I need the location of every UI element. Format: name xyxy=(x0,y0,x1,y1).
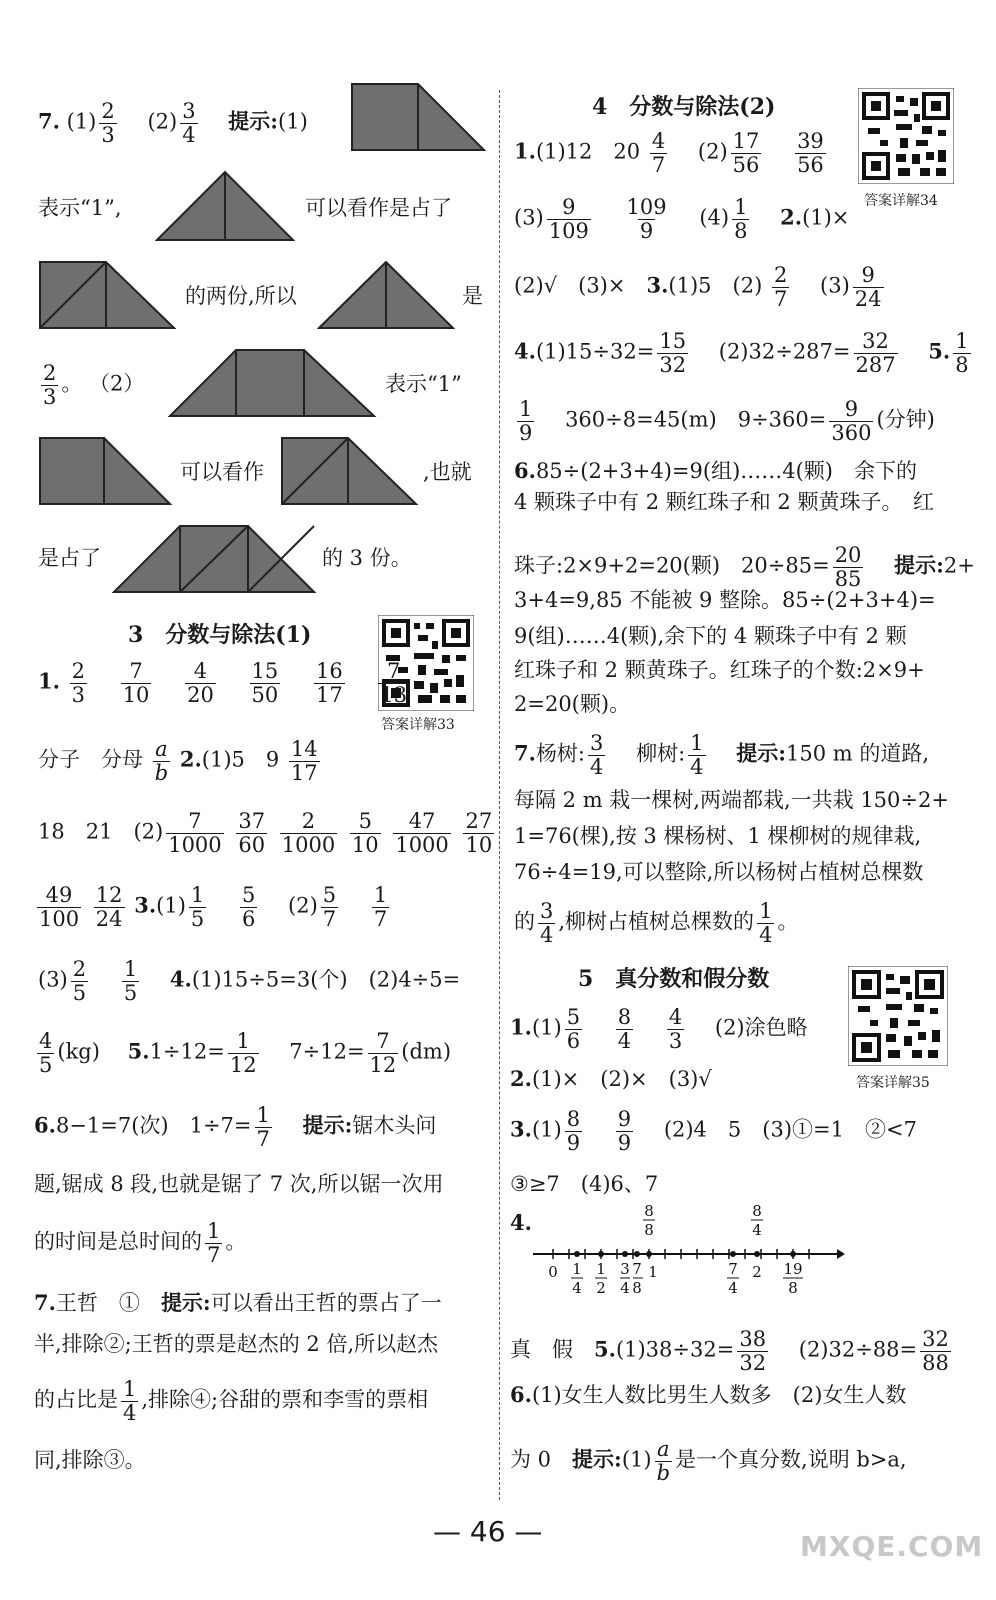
left-line3b: 是 xyxy=(462,284,483,308)
svg-text:1: 1 xyxy=(596,1260,606,1278)
svg-text:8: 8 xyxy=(632,1279,642,1297)
qr-label: 答案详解34 xyxy=(864,193,938,209)
svg-text:4: 4 xyxy=(572,1279,582,1297)
q5-line: $\frac{4}{5}$ (kg) 5.1÷12= $\frac{1}{12}$ 7÷12= $\frac{7}{12}$ (dm) xyxy=(39,1029,452,1077)
s6-line: 6.(1)女生人数比男生人数多 (2)女生人数 xyxy=(510,1382,907,1407)
s1-line: 1.(1) $\frac{5}{6}$ $\frac{8}{4}$ $\frac{4}{3}$ (2)涂色略 xyxy=(510,1005,808,1053)
svg-text:8: 8 xyxy=(644,1202,654,1220)
q7b-line: 7.王哲 ① 提示:可以看出王哲的票占了一 xyxy=(34,1290,442,1315)
q1-line2: 分子 分母 $\frac{a}{b}$ 2.(1)5 9 $\frac{14}{17}$ xyxy=(38,737,318,785)
watermark: MXQE.COM xyxy=(800,1530,984,1563)
svg-text:8: 8 xyxy=(752,1202,762,1220)
q6-line2: 题,锯成 8 段,也就是锯了 7 次,所以锯一次用 xyxy=(34,1172,444,1196)
left-line6: 是占了 xyxy=(38,546,101,570)
q1-line: 1. $\frac{2}{3}$ $\frac{7}{10}$ $\frac{4}{20}$ $\frac{15}{50}$ $\frac{16}{17}$ $\frac{7}{13}$ xyxy=(38,659,408,707)
s2-line: 2.(1)× (2)× (3)√ xyxy=(510,1066,712,1091)
q7b-line3: 的占比是 $\frac{1}{4}$ ,排除④;谷甜的票和李雪的票相 xyxy=(34,1377,429,1425)
left-line3: 的两份,所以 xyxy=(185,284,297,308)
svg-text:8: 8 xyxy=(788,1279,798,1297)
svg-text:7: 7 xyxy=(632,1260,642,1278)
s3-line: 3.(1) $\frac{8}{9}$ $\frac{9}{9}$ (2)4 5 (3)①=1 ②<7 xyxy=(510,1107,917,1155)
r7-line5: 的 $\frac{3}{4}$ ,柳树占植树总棵数的 $\frac{1}{4}$ 。 xyxy=(514,899,799,947)
q7-line1: 7. (1) $\frac{2}{3}$ (2) $\frac{3}{4}$ 提示:(1) xyxy=(38,99,308,147)
trapezoid-shape xyxy=(280,436,420,506)
svg-text:2: 2 xyxy=(596,1279,606,1297)
r6-line2: 4 颗珠子中有 2 颗红珠子和 2 颗黄珠子。 红 xyxy=(514,490,934,514)
r6-line6: 红珠子和 2 颗黄珠子。红珠子的个数:2×9+ xyxy=(514,658,925,682)
s3-line2: ③≥7 (4)6、7 xyxy=(510,1172,659,1196)
r6-line3: 珠子:2×9+2=20(颗) 20÷85= $\frac{20}{85}$ 提示:2+ xyxy=(514,543,975,591)
svg-text:19: 19 xyxy=(783,1260,803,1278)
svg-text:4: 4 xyxy=(728,1279,738,1297)
qr-label: 答案详解35 xyxy=(856,1075,930,1091)
left-line5b: ,也就 xyxy=(423,460,472,484)
number-line xyxy=(525,1202,845,1302)
s5-line: 真 假 5.(1)38÷32= $\frac{38}{32}$ (2)32÷88= $\frac{32}{88}$ xyxy=(510,1327,949,1375)
s6-line2: 为 0 提示:(1) $\frac{a}{b}$ 是一个真分数,说明 b>a, xyxy=(510,1437,907,1485)
r4-line: 4.(1)15÷32= $\frac{15}{32}$ (2)32÷287= $\frac{32}{287}$ 5. $\frac{1}{8}$ xyxy=(514,329,969,377)
q7b-line4: 同,排除③。 xyxy=(34,1448,146,1472)
svg-text:7: 7 xyxy=(728,1260,738,1278)
left-line4: $\frac{2}{3}$ 。 （2） xyxy=(43,361,145,409)
svg-text:3: 3 xyxy=(620,1260,630,1278)
s4-label: 4. xyxy=(510,1210,532,1235)
left-line2: 表示“1”, xyxy=(38,196,122,220)
svg-text:8: 8 xyxy=(644,1221,654,1239)
r6-line7: 2=20(颗)。 xyxy=(514,692,631,716)
trapezoid-shape xyxy=(38,436,172,506)
fraction: $\frac{3}{4}$ xyxy=(182,99,196,147)
q3-line: $\frac{49}{100}$ $\frac{12}{24}$ 3.(1) $\frac{1}{5}$ $\frac{5}{6}$ (2) $\frac{5}{7}$ $\frac{1}{7}$ xyxy=(39,883,388,931)
q6-line3: 的时间是总时间的 $\frac{1}{7}$ 。 xyxy=(34,1219,247,1267)
left-line2b: 可以看作是占了 xyxy=(305,196,452,220)
section-title-3: 3 分数与除法(1) xyxy=(128,622,312,648)
left-line6b: 的 3 份。 xyxy=(322,546,412,570)
section-title-4: 4 分数与除法(2) xyxy=(592,94,776,120)
r6-line5: 9(组)……4(颗),余下的 4 颗珠子中有 2 颗 xyxy=(514,624,907,648)
r7-line4: 76÷4=19,可以整除,所以杨树占植树总棵数 xyxy=(514,860,924,884)
r7-line3: 1=76(棵),按 3 棵杨树、1 棵柳树的规律栽, xyxy=(514,824,922,848)
r7-line: 7.杨树: $\frac{3}{4}$ 柳树: $\frac{1}{4}$ 提示:150 m 的道路, xyxy=(514,731,930,779)
svg-text:4: 4 xyxy=(752,1221,762,1239)
r6-line: 6.85÷(2+3+4)=9(组)……4(颗) 余下的 xyxy=(514,458,918,483)
trapezoid-shape xyxy=(38,260,176,330)
qr-code[interactable] xyxy=(848,966,948,1070)
r1-line: 1.(1)12 20 $\frac{4}{7}$ (2) $\frac{17}{56}$ $\frac{39}{56}$ xyxy=(514,129,824,177)
q2-line: 18 21 (2) $\frac{7}{1000}$ $\frac{37}{60}$ $\frac{2}{1000}$ $\frac{5}{10}$ $\frac{47}{1000}$ $\frac{27}{10}$ xyxy=(38,809,493,857)
section-title-5: 5 真分数和假分数 xyxy=(578,966,770,992)
q7b-line2: 半,排除②;王哲的票是赵杰的 2 倍,所以赵杰 xyxy=(34,1332,439,1356)
fraction: $\frac{2}{3}$ xyxy=(101,99,115,147)
q4-line: (3) $\frac{2}{5}$ $\frac{1}{5}$ 4.(1)15÷5=3(个) (2)4÷5= xyxy=(38,957,461,1005)
trapezoid-shape xyxy=(112,524,318,594)
q6-line: 6.8−1=7(次) 1÷7= $\frac{1}{7}$ 提示:锯木头问 xyxy=(34,1103,437,1151)
triangle-shape xyxy=(155,170,295,242)
svg-text:0: 0 xyxy=(548,1263,558,1281)
r2-line: (3) $\frac{9}{109}$ $\frac{109}{9}$ (4) $\frac{1}{8}$ 2.(1)× xyxy=(514,195,850,243)
r5-line: $\frac{1}{9}$ 360÷8=45(m) 9÷360= $\frac{9}{360}$ (分钟) xyxy=(519,397,935,445)
left-line5: 可以看作 xyxy=(180,460,264,484)
r6-line4: 3+4=9,85 不能被 9 整除。85÷(2+3+4)= xyxy=(514,588,936,612)
r7-line2: 每隔 2 m 栽一棵树,两端都栽,一共栽 150÷2+ xyxy=(514,788,949,812)
left-line4b: 表示“1” xyxy=(385,372,462,396)
svg-text:1: 1 xyxy=(572,1260,582,1278)
qr-label: 答案详解33 xyxy=(381,717,455,733)
triangle-shape xyxy=(317,260,455,330)
trapezoid-shape xyxy=(168,348,378,418)
column-divider xyxy=(499,90,500,1500)
page-number: — 46 — xyxy=(433,1515,543,1548)
svg-text:4: 4 xyxy=(620,1279,630,1297)
r3-line: (2)√ (3)× 3.(1)5 (2) $\frac{2}{7}$ (3) $\frac{9}{24}$ xyxy=(514,263,882,311)
svg-text:1: 1 xyxy=(648,1263,658,1281)
svg-text:2: 2 xyxy=(752,1263,762,1281)
qr-code[interactable] xyxy=(858,88,954,188)
trapezoid-shape xyxy=(350,82,486,152)
